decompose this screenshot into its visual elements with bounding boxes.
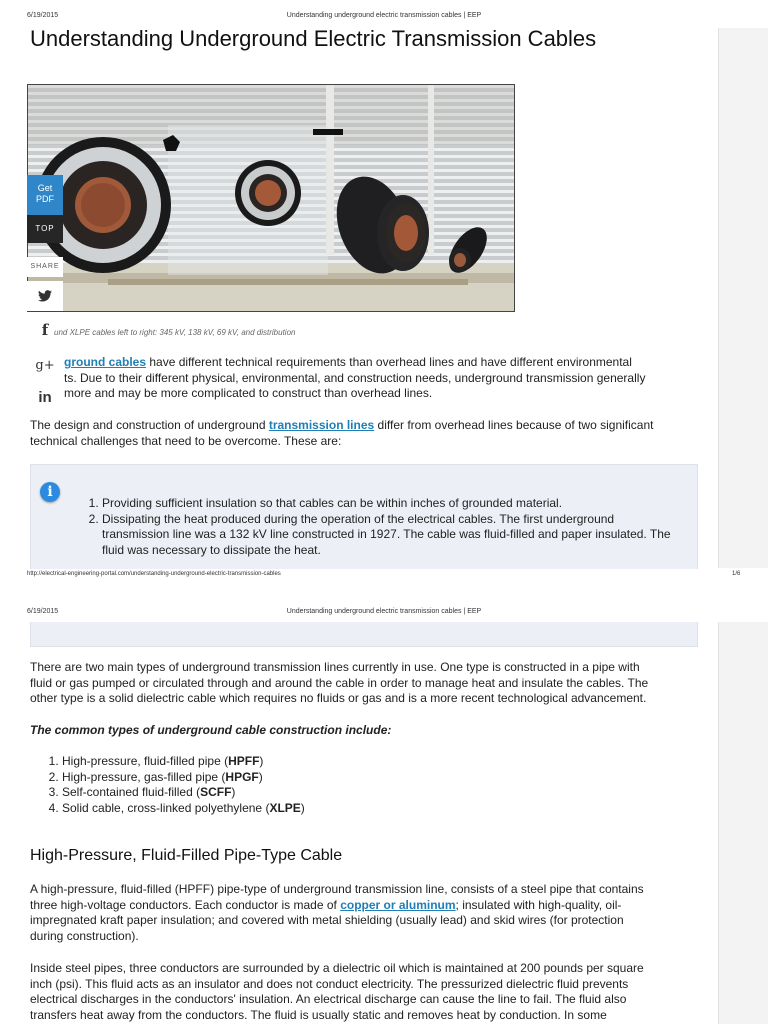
print-date: 6/19/2015: [27, 12, 59, 19]
share-label: SHARE: [27, 257, 63, 277]
hpff-paragraph: A high-pressure, fluid-filled (HPFF) pipe-type of underground transmission line, consists of a steel pipe that contains three high-voltage conductors. Each conductor is made of copper or aluminum; insulated with high-quality, oil- impregnated kraft paper insulation; and covered with metal shielding (usually lead) and skid wires (for protection during construction).: [30, 882, 644, 943]
list-item: 2. High-pressure, gas-filled pipe (HPGF): [62, 770, 446, 786]
photo-caption: und XLPE cables left to right: 345 kV, 138 kV, 69 kV, and distribution: [54, 328, 296, 337]
challenges-list: [86, 496, 676, 558]
print-date: 6/19/2015: [27, 608, 59, 615]
back-to-top-button[interactable]: TOP: [27, 215, 63, 243]
types-intro-paragraph: There are two main types of underground transmission lines currently in use. One type is constructed in a pipe with fluid or gas pumped or circulated through and around the cable in order to manage heat and insulate the cables. The other type is a solid dielectric cable which requires no fluids or gas and is a more recent technological advancement.: [30, 660, 649, 705]
types-heading: The common types of underground cable construction include:: [30, 723, 392, 737]
print-header-title: Understanding underground electric transmission cables | EEP: [286, 608, 482, 615]
linkedin-share-button[interactable]: [27, 383, 63, 413]
twitter-share-button[interactable]: [27, 281, 63, 311]
get-pdf-button[interactable]: Get PDF: [27, 175, 63, 215]
googleplus-share-button[interactable]: [27, 351, 63, 381]
copper-aluminum-link[interactable]: copper or aluminum: [340, 897, 456, 912]
list-item: 2. Dissipating the heat produced during the operation of the electrical cables. The first underground transmission line was a 132 kV line constructed in 1927. The cable was fluid-filled and paper insulated. The fluid was necessary to dissipate the heat.: [102, 512, 676, 559]
page-side-strip: [718, 622, 768, 1024]
cable-types-list: [46, 754, 446, 816]
steel-pipes-paragraph: Inside steel pipes, three conductors are surrounded by a dielectric oil which is maintained at 200 pounds per square inch (psi). This fluid acts as an insulator and does not conduct electricity. The pressurized dielectric fluid prevents electrical discharges in the conductors' insulation. An electrical discharge can cause the line to fail. The fluid also transfers heat away from the conductors. The fluid is usually static and removes heat by conduction. In some: [30, 961, 644, 1022]
info-box-continued: [30, 622, 698, 647]
print-page-number: 1/6: [732, 571, 741, 577]
list-item: 1. High-pressure, fluid-filled pipe (HPFF): [62, 754, 446, 770]
list-item: 1. Providing sufficient insulation so that cables can be within inches of grounded material.: [102, 496, 676, 512]
underground-cables-link[interactable]: ground cables: [64, 355, 147, 369]
transmission-lines-link[interactable]: transmission lines: [268, 418, 375, 432]
googleplus-icon: g+: [35, 358, 55, 373]
info-icon: i: [40, 482, 60, 502]
twitter-icon: [38, 290, 52, 302]
facebook-icon: f: [41, 321, 49, 339]
section-heading-hpff: High-Pressure, Fluid-Filled Pipe-Type Cable: [30, 847, 343, 864]
linkedin-icon: in: [38, 389, 52, 406]
print-header-title: Understanding underground electric transmission cables | EEP: [286, 12, 482, 19]
print-footer-url: http://electrical-engineering-portal.com/understanding-underground-electric-transmission-cables: [27, 571, 281, 577]
cables-photo: [27, 84, 515, 312]
page-side-strip: [718, 28, 768, 568]
list-item: 4. Solid cable, cross-linked polyethylene (XLPE): [62, 801, 446, 817]
list-item: 3. Self-contained fluid-filled (SCFF): [62, 785, 446, 801]
design-paragraph: The design and construction of underground transmission lines differ from overhead lines because of two significant technical challenges that need to be overcome. These are:: [30, 418, 654, 448]
intro-paragraph: ground cables have different technical requirements than overhead lines and have different environmental ts. Due to their different physical, environmental, and construction needs, underground transmission generally more and may be more complicated to construct than overhead lines.: [64, 355, 646, 400]
page-title: Understanding Underground Electric Transmission Cables: [30, 26, 597, 51]
